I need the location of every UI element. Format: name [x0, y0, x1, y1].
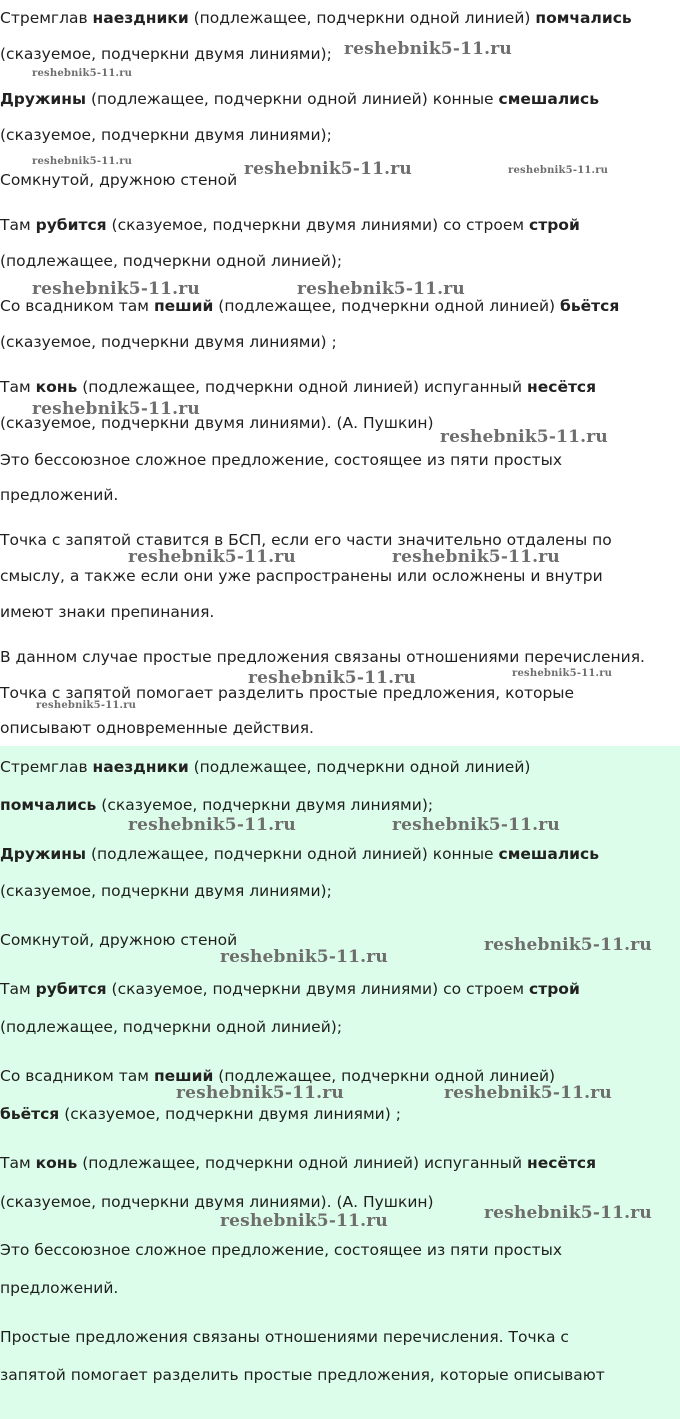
watermark: reshebnik5-11.ru	[484, 935, 652, 955]
answer2-line-7: (подлежащее, подчеркни одной линией);	[0, 1018, 343, 1036]
answer1-line-14: Точка с запятой ставится в БСП, если его части значительно отдалены по	[0, 531, 612, 549]
watermark: reshebnik5-11.ru	[128, 815, 296, 835]
watermark: reshebnik5-11.ru	[220, 1211, 388, 1231]
answer2-line-6: Там рубится (сказуемое, подчеркни двумя линиями) со строем строй	[0, 980, 580, 998]
answer2-line-13: предложений.	[0, 1279, 119, 1297]
answer2-line-9: бьётся (сказуемое, подчеркни двумя линиями) ;	[0, 1105, 401, 1123]
watermark: reshebnik5-11.ru	[32, 399, 200, 419]
answer1-line-2: (сказуемое, подчеркни двумя линиями);	[0, 45, 332, 63]
watermark: reshebnik5-11.ru	[244, 159, 412, 179]
watermark: reshebnik5-11.ru	[508, 165, 609, 176]
answer2-line-15: запятой помогает разделить простые предложения, которые описывают	[0, 1366, 605, 1384]
answer1-line-9: (сказуемое, подчеркни двумя линиями) ;	[0, 333, 337, 351]
watermark: reshebnik5-11.ru	[36, 700, 137, 711]
answer2-line-4: (сказуемое, подчеркни двумя линиями);	[0, 882, 332, 900]
watermark: reshebnik5-11.ru	[297, 279, 465, 299]
answer1-line-13: предложений.	[0, 486, 119, 504]
answer2-line-10: Там конь (подлежащее, подчеркни одной линией) испуганный несётся	[0, 1154, 597, 1172]
answer1-line-16: имеют знаки препинания.	[0, 603, 215, 621]
answer1-line-11: (сказуемое, подчеркни двумя линиями). (А. Пушкин)	[0, 414, 434, 432]
answer2-line-8: Со всадником там пеший (подлежащее, подчеркни одной линией)	[0, 1067, 556, 1085]
answer1-line-8: Со всадником там пеший (подлежащее, подчеркни одной линией) бьётся	[0, 297, 620, 315]
watermark: reshebnik5-11.ru	[344, 39, 512, 59]
answer2-line-5: Сомкнутой, дружною стеной	[0, 931, 238, 949]
answer2-line-2: помчались (сказуемое, подчеркни двумя линиями);	[0, 796, 434, 814]
watermark: reshebnik5-11.ru	[392, 815, 560, 835]
answer1-line-7: (подлежащее, подчеркни одной линией);	[0, 252, 343, 270]
watermark: reshebnik5-11.ru	[176, 1083, 344, 1103]
answer2-line-12: Это бессоюзное сложное предложение, состоящее из пяти простых	[0, 1241, 563, 1259]
answer1-line-15: смыслу, а также если они уже распространены или осложнены и внутри	[0, 567, 603, 585]
answer1-line-5: Сомкнутой, дружною стеной	[0, 171, 238, 189]
answer1-line-17: В данном случае простые предложения связаны отношениями перечисления.	[0, 648, 645, 666]
watermark: reshebnik5-11.ru	[440, 427, 608, 447]
watermark: reshebnik5-11.ru	[248, 668, 416, 688]
watermark: reshebnik5-11.ru	[128, 547, 296, 567]
answer2-line-3: Дружины (подлежащее, подчеркни одной линией) конные смешались	[0, 845, 600, 863]
watermark: reshebnik5-11.ru	[484, 1203, 652, 1223]
answer1-line-19: описывают одновременные действия.	[0, 719, 314, 737]
answer2-line-11: (сказуемое, подчеркни двумя линиями). (А. Пушкин)	[0, 1193, 434, 1211]
answer1-line-3: Дружины (подлежащее, подчеркни одной линией) конные смешались	[0, 90, 600, 108]
watermark: reshebnik5-11.ru	[512, 668, 613, 679]
watermark: reshebnik5-11.ru	[32, 68, 133, 79]
answer2-line-14: Простые предложения связаны отношениями перечисления. Точка с	[0, 1328, 569, 1346]
answer1-line-12: Это бессоюзное сложное предложение, состоящее из пяти простых	[0, 451, 563, 469]
watermark: reshebnik5-11.ru	[32, 156, 133, 167]
answer1-line-10: Там конь (подлежащее, подчеркни одной линией) испуганный несётся	[0, 378, 597, 396]
watermark: reshebnik5-11.ru	[220, 947, 388, 967]
answer1-line-4: (сказуемое, подчеркни двумя линиями);	[0, 126, 332, 144]
watermark: reshebnik5-11.ru	[392, 547, 560, 567]
answer1-line-18: Точка с запятой помогает разделить простые предложения, которые	[0, 684, 575, 702]
answer1-line-6: Там рубится (сказуемое, подчеркни двумя линиями) со строем строй	[0, 216, 580, 234]
watermark: reshebnik5-11.ru	[32, 279, 200, 299]
answer1-line-1: Стремглав наездники (подлежащее, подчеркни одной линией) помчались	[0, 9, 632, 27]
answer2-line-1: Стремглав наездники (подлежащее, подчеркни одной линией)	[0, 758, 531, 776]
watermark: reshebnik5-11.ru	[444, 1083, 612, 1103]
